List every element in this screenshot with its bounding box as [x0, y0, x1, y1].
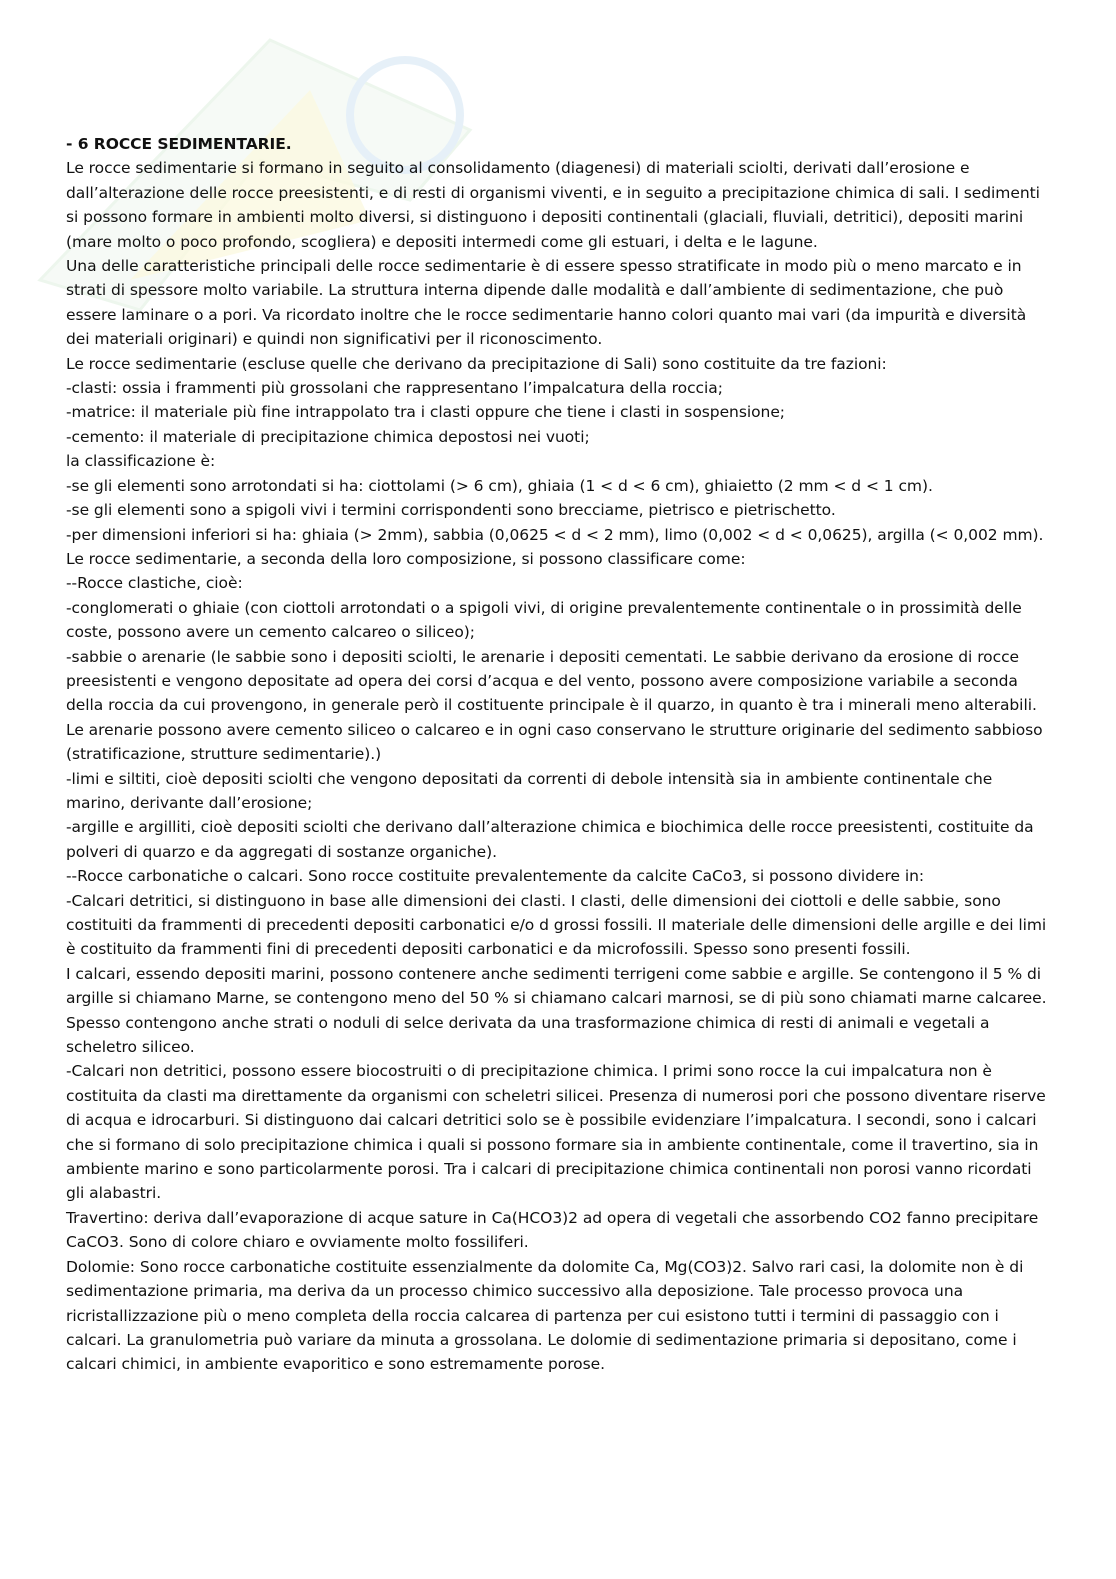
paragraph-15: -limi e siltiti, cioè depositi sciolti che vengono depositati da correnti di debole intensità sia in ambiente continentale che marino, derivante dall’erosione;	[66, 769, 993, 812]
paragraph-1: Le rocce sedimentarie si formano in seguito al consolidamento (diagenesi) di materiali sciolti, derivati dall’erosione e dall’alterazione delle rocce preesistenti, e di resti di organismi viventi, e in seguito a precipitazione chimica di sali. I sedimenti si possono formare in ambienti molto diversi, si distinguono i depositi continentali (glaciali, fluviali, detritici), depositi marini (mare molto o poco profondo, scogliera) e depositi intermedi come gli estuari, i delta e le lagune.	[66, 159, 1040, 251]
paragraph-10: -per dimensioni inferiori si ha: ghiaia (> 2mm), sabbia (0,0625 < d < 2 mm), limo (0,002 < d < 0,0625), argilla (< 0,002 mm).	[66, 525, 1044, 544]
paragraph-7: la classificazione è:	[66, 452, 216, 471]
paragraph-22: Travertino: deriva dall’evaporazione di acque sature in Ca(HCO3)2 ad opera di vegetali che assorbendo CO2 fanno precipitare CaCO3. Sono di colore chiaro e ovviamente molto fossiliferi.	[66, 1208, 1039, 1252]
paragraph-6: -cemento: il materiale di precipitazione chimica depostosi nei vuoti;	[66, 427, 590, 446]
document-title: - 6 ROCCE SEDIMENTARIE.	[66, 135, 292, 153]
paragraph-13: -conglomerati o ghiaie (con ciottoli arrotondati o a spigoli vivi, di origine prevalentemente continentale o in prossimità delle coste, possono avere un cemento calcareo o siliceo);	[66, 598, 1022, 642]
paragraph-9: -se gli elementi sono a spigoli vivi i termini corrispondenti sono brecciame, pietrisco e pietrischetto.	[66, 501, 836, 520]
paragraph-2: Una delle caratteristiche principali delle rocce sedimentarie è di essere spesso stratificate in modo più o meno marcato e in strati di spessore molto variabile. La struttura interna dipende dalle modalità e dall’ambiente di sedimentazione, che può essere laminare o a pori. Va ricordato inoltre che le rocce sedimentarie hanno colori quanto mai vari (da impurità e diversità dei materiali originari) e quindi non significativi per il riconoscimento.	[66, 257, 1027, 349]
paragraph-4: -clasti: ossia i frammenti più grossolani che rappresentano l’impalcatura della roccia;	[66, 379, 723, 398]
paragraph-18: -Calcari detritici, si distinguono in base alle dimensioni dei clasti. I clasti, delle dimensioni dei ciottoli e delle sabbie, sono costituiti da frammenti di precedenti depositi carbonatici e/o d grossi fossili. Il materiale delle dimensioni delle argille e dei limi è costituito da frammenti fini di precedenti depositi carbonatici e da microfossili. Spesso sono presenti fossili.	[66, 891, 1047, 959]
paragraph-23: Dolomie: Sono rocce carbonatiche costituite essenzialmente da dolomite Ca, Mg(CO3)2. Salvo rari casi, la dolomite non è di sedimentazione primaria, ma deriva da un processo chimico successivo alla deposizione. Tale processo provoca una ricristallizzazione più o meno completa della roccia calcarea di partenza per cui esistono tutti i termini di passaggio con i calcari. La granulometria può variare da minuta a grossolana. Le dolomie di sedimentazione primaria si depositano, come i calcari chimici, in ambiente evaporitico e sono estremamente porose.	[66, 1257, 1024, 1374]
paragraph-20: Spesso contengono anche strati o noduli di selce derivata da una trasformazione chimica di resti di animali e vegetali a scheletro siliceo.	[66, 1013, 990, 1057]
paragraph-21: -Calcari non detritici, possono essere biocostruiti o di precipitazione chimica. I primi sono rocce la cui impalcatura non è costituita da clasti ma direttamente da organismi con scheletri silicei. Presenza di numerosi pori che possono diventare riserve di acqua e idrocarburi. Si distinguono dai calcari detritici solo se è possibile evidenziare l’impalcatura. I secondi, sono i calcari che si formano di solo precipitazione chimica i quali si possono formare sia in ambiente continentale, come il travertino, sia in ambiente marino e sono particolarmente porosi. Tra i calcari di precipitazione chimica continentali non porosi vanno ricordati gli alabastri.	[66, 1062, 1046, 1203]
document-page	[66, 132, 1048, 1377]
paragraph-5: -matrice: il materiale più fine intrappolato tra i clasti oppure che tiene i clasti in sospensione;	[66, 403, 785, 422]
paragraph-14: -sabbie o arenarie (le sabbie sono i depositi sciolti, le arenarie i depositi cementati. Le sabbie derivano da erosione di rocce preesistenti e vengono depositate ad opera dei corsi d’acqua e del vento, possono avere composizione variabile a seconda della roccia da cui provengono, in generale però il costituente principale è il quarzo, in quanto è tra i minerali meno alterabili. Le arenarie possono avere cemento siliceo o calcareo e in ogni caso conservano le strutture originarie del sedimento sabbioso (stratificazione, strutture sedimentarie).)	[66, 647, 1043, 764]
paragraph-11: Le rocce sedimentarie, a seconda della loro composizione, si possono classificare come:	[66, 549, 746, 568]
paragraph-19: I calcari, essendo depositi marini, possono contenere anche sedimenti terrigeni come sabbie e argille. Se contengono il 5 % di argille si chiamano Marne, se contengono meno del 50 % si chiamano calcari marnosi, se di più sono chiamati marne calcaree.	[66, 964, 1047, 1008]
paragraph-3: Le rocce sedimentarie (escluse quelle che derivano da precipitazione di Sali) sono costituite da tre fazioni:	[66, 354, 887, 373]
paragraph-8: -se gli elementi sono arrotondati si ha: ciottolami (> 6 cm), ghiaia (1 < d < 6 cm), ghiaietto (2 mm < d < 1 cm).	[66, 476, 933, 495]
paragraph-12: --Rocce clastiche, cioè:	[66, 574, 243, 593]
paragraph-17: --Rocce carbonatiche o calcari. Sono rocce costituite prevalentemente da calcite CaCo3, si possono dividere in:	[66, 867, 925, 886]
paragraph-16: -argille e argilliti, cioè depositi sciolti che derivano dall’alterazione chimica e biochimica delle rocce preesistenti, costituite da polveri di quarzo e da aggregati di sostanze organiche).	[66, 818, 1034, 861]
